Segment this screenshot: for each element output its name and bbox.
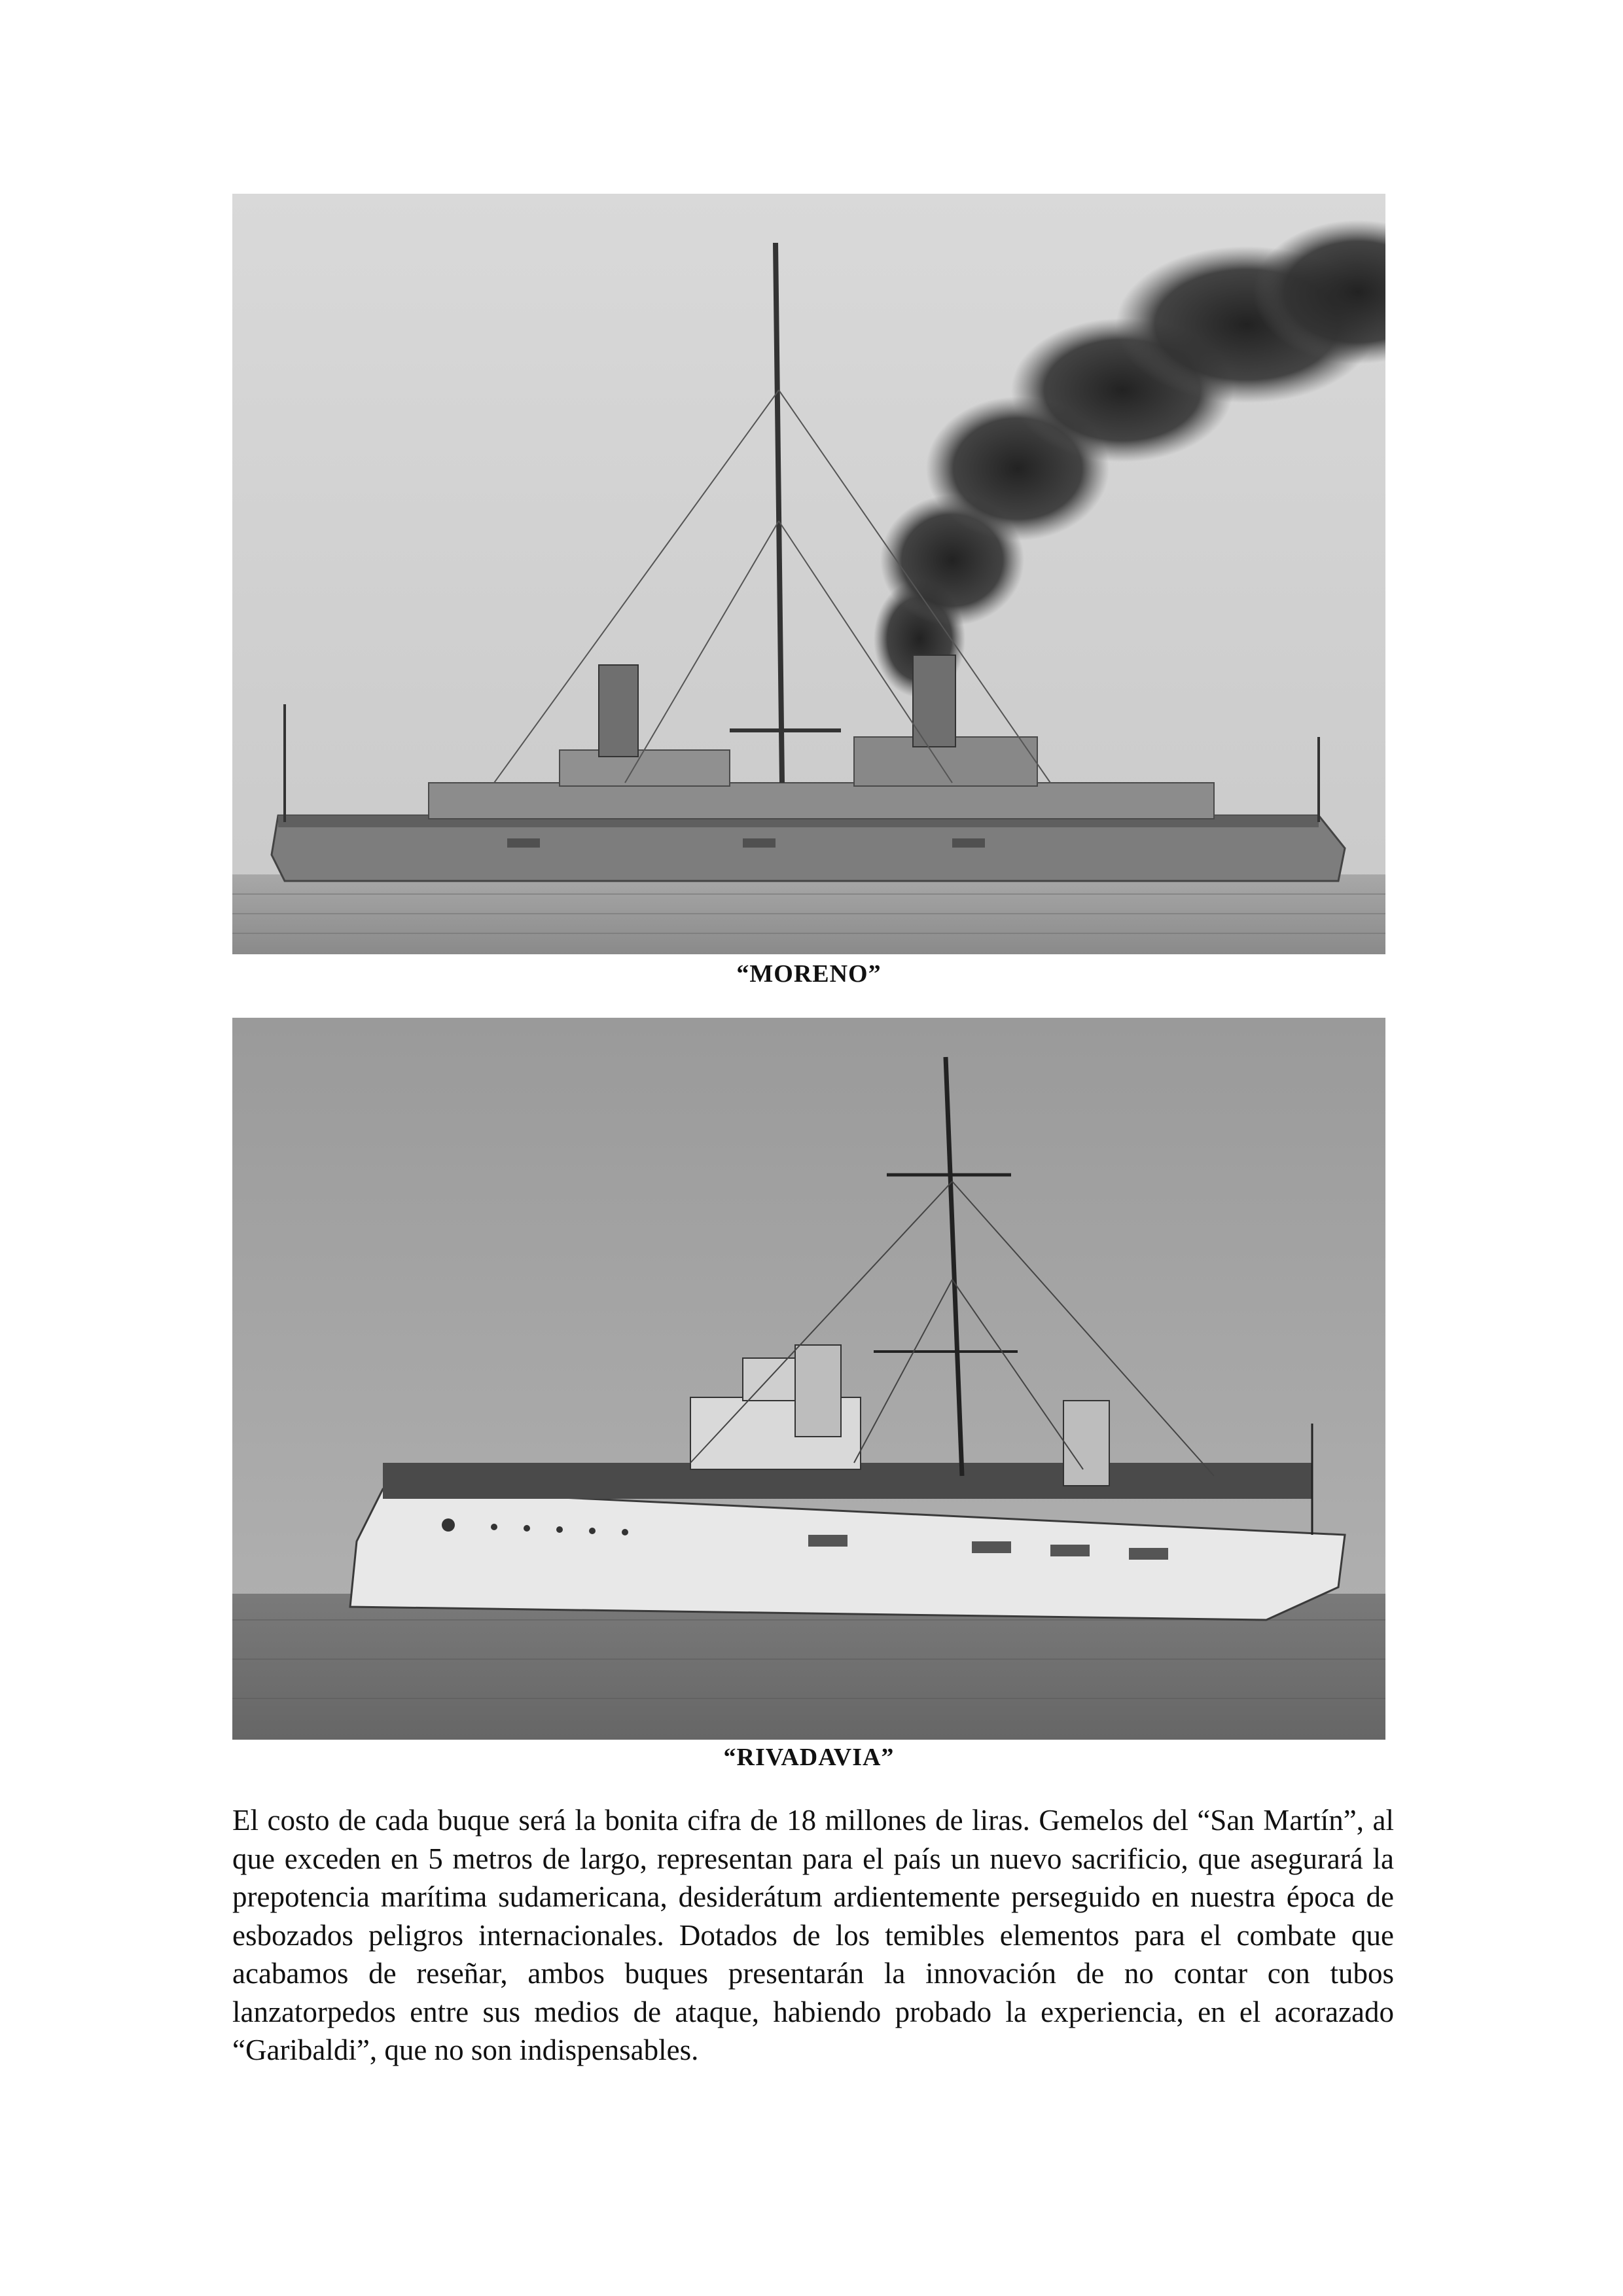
rivadavia-ship-image (232, 1018, 1385, 1740)
rivadavia-photo (232, 1018, 1385, 1740)
moreno-caption: “MORENO” (736, 960, 882, 988)
moreno-ship-image (232, 194, 1385, 954)
moreno-photo (232, 194, 1385, 954)
body-paragraph: El costo de cada buque será la bonita cifra de 18 millones de liras. Gemelos del “San Martín”, al que exceden en 5 metros de largo, representan para el país un nuevo sacrificio, que asegurará la prepotencia marítima sudamericana, desiderátum ardientemente perseguido en nuestra época de esbozados peligros internacionales. Dotados de los temibles elementos para el combate que acabamos de reseñar, ambos buques presentarán la innovación de no contar con tubos lanzatorpedos entre sus medios de ataque, habiendo probado la experiencia, en el acorazado “Garibaldi”, que no son indispensables. (232, 1804, 1394, 2066)
rivadavia-caption: “RIVADAVIA” (723, 1744, 895, 1771)
